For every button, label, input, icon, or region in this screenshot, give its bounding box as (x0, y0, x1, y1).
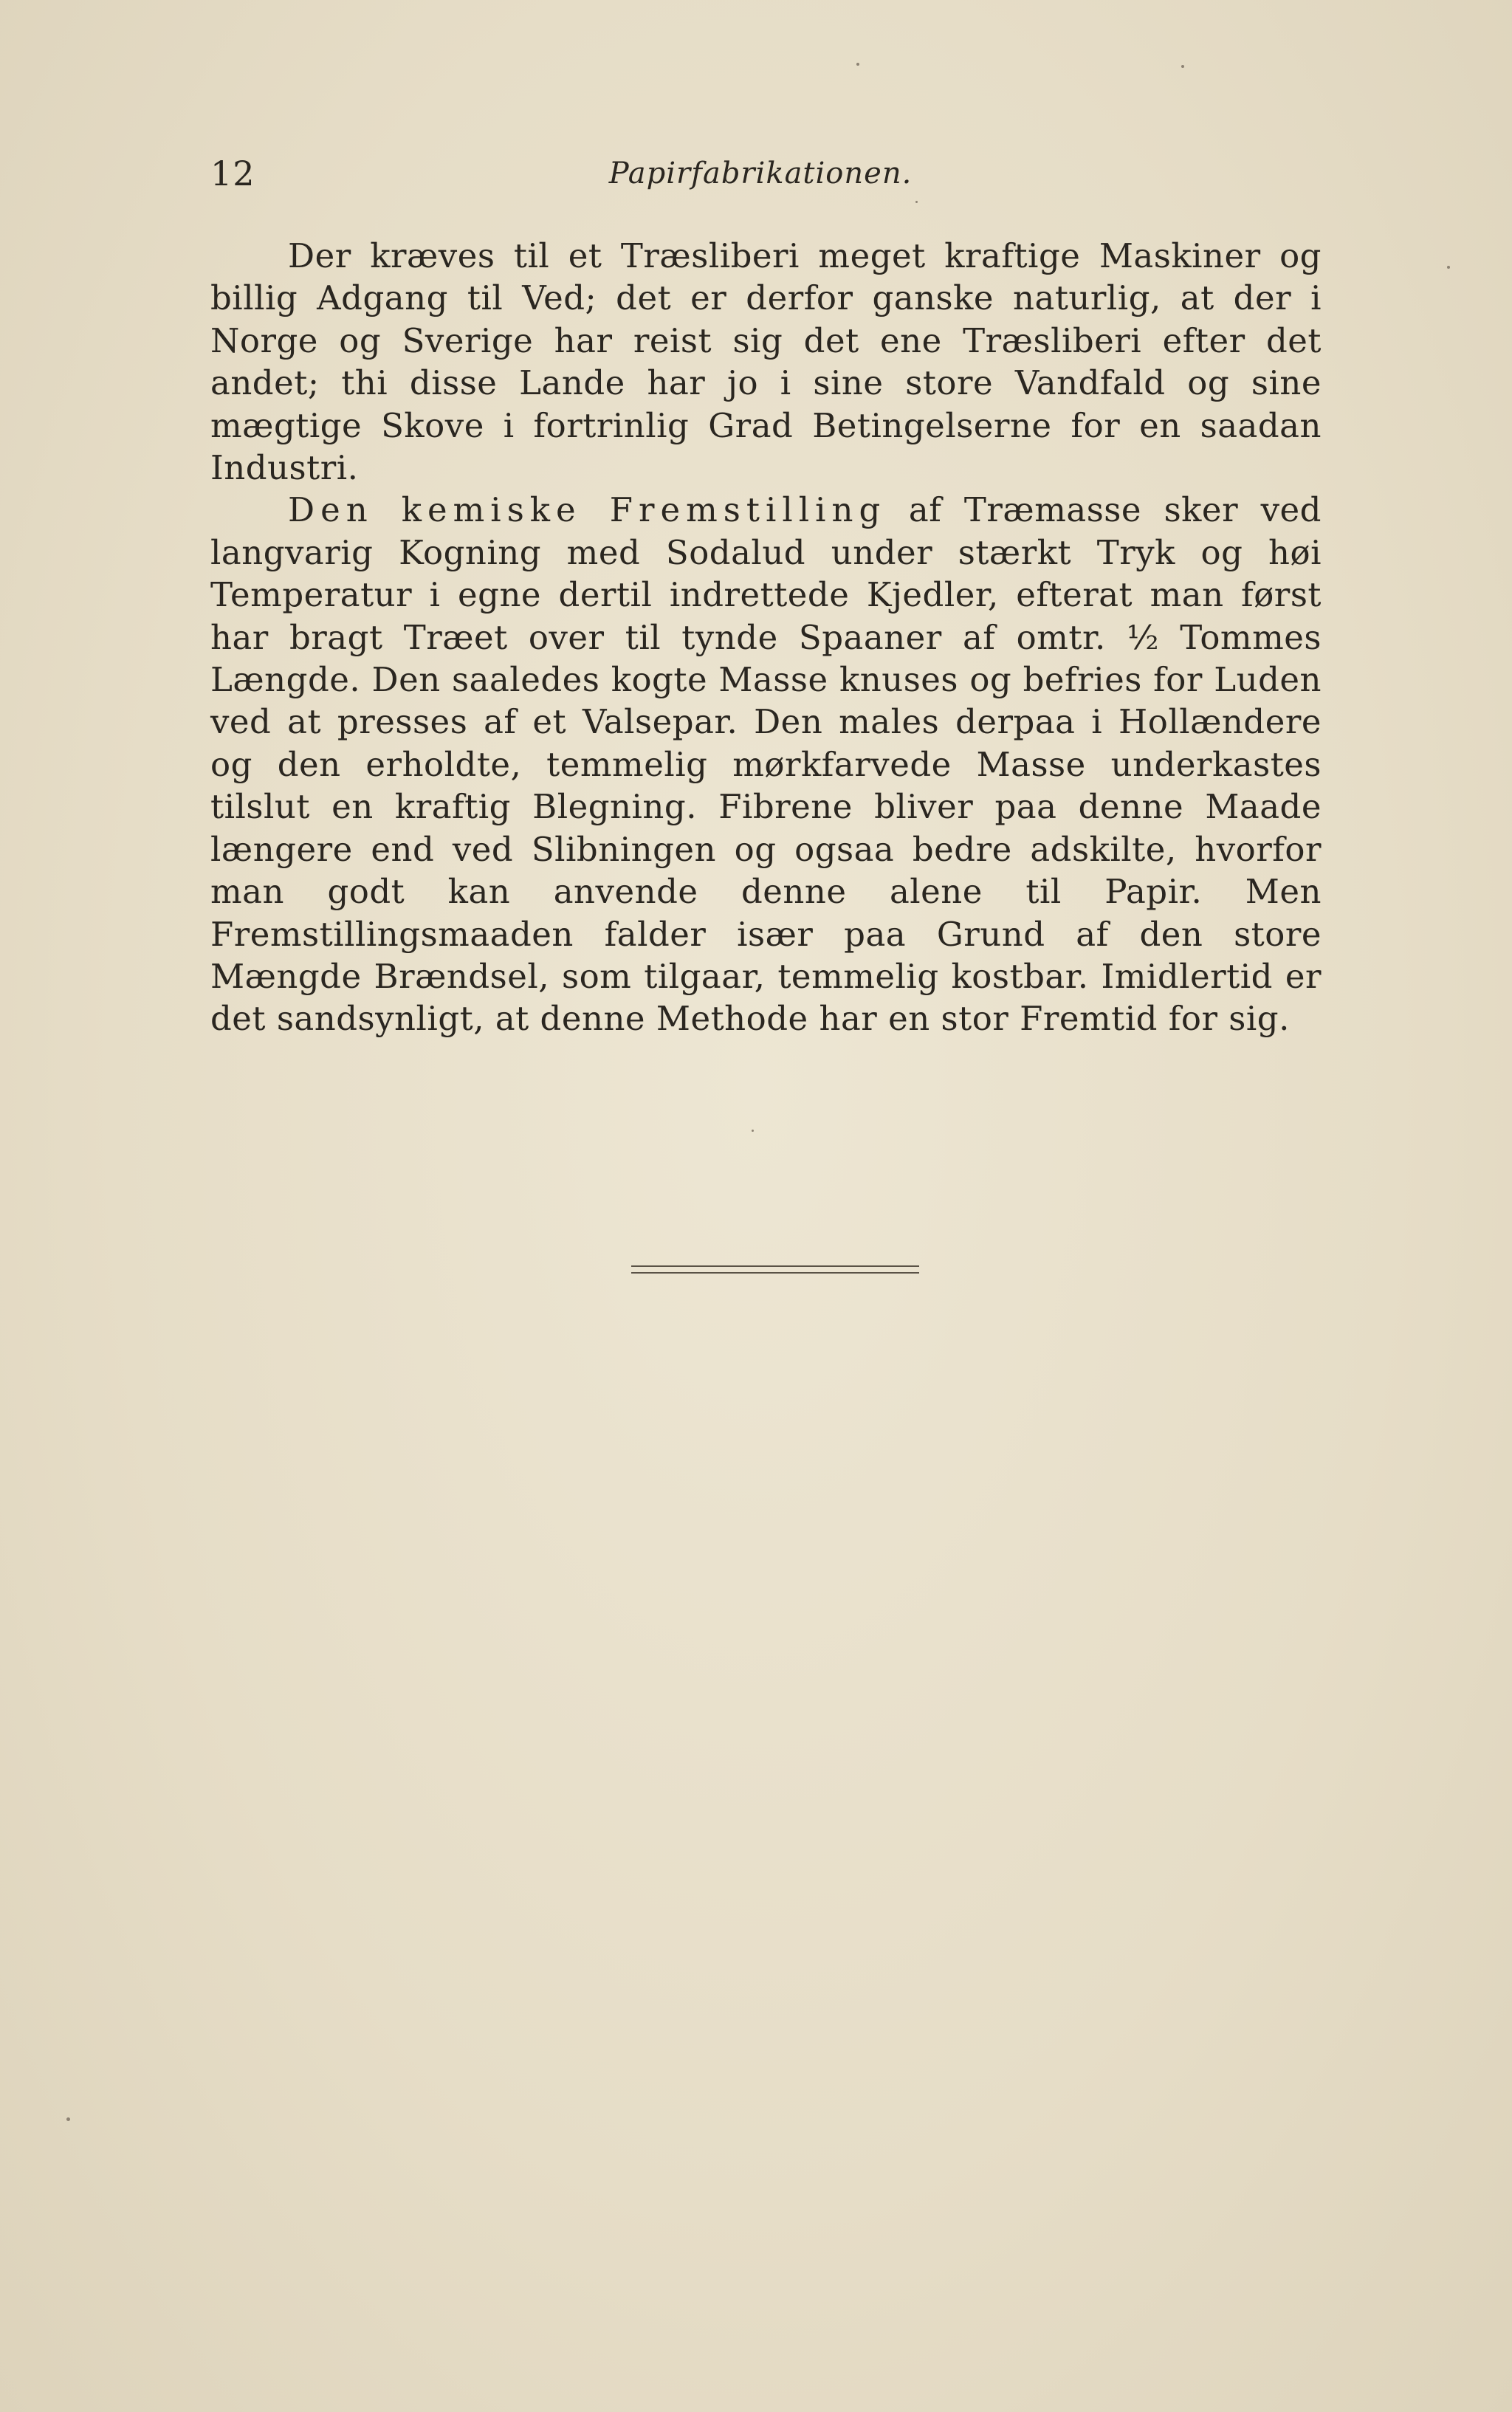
rule-line-top (631, 1265, 919, 1267)
paragraph-1-text: Der kræves til et Træsliberi meget kraftige Maskiner og billig Adgang til Ved; det er derfor ganske naturlig, at der i Norge og Sverige har reist sig det ene Træsliberi efter det andet; thi disse Lande har jo i sine store Vandfald og sine mægtige Skove i fortrinlig Grad Betingelserne for en saadan Industri. (210, 236, 1322, 488)
paragraph-1 (210, 235, 1322, 489)
paragraph-2 (210, 489, 1322, 1040)
paper-speck (915, 201, 918, 203)
page-header (210, 151, 1310, 196)
section-end-rule (631, 1265, 919, 1276)
paper-speck (752, 1130, 754, 1132)
paper-speck (66, 2117, 70, 2121)
paper-speck (856, 63, 859, 66)
body-text (210, 235, 1322, 1040)
rule-line-bottom (631, 1272, 919, 1274)
paper-speck (1181, 65, 1184, 68)
page-number: 12 (210, 154, 255, 193)
running-title: Papirfabrikationen. (608, 157, 913, 190)
paper-speck (1447, 266, 1450, 269)
paragraph-2-lead: Den kemiske Fremstilling (288, 490, 887, 530)
paragraph-2-text: af Træmasse sker ved langvarig Kogning med Sodalud under stærkt Tryk og høi Temperatur i egne dertil indrettede Kjedler, efterat man først har bragt Træet over til tynde Spaaner af omtr. ½ Tommes Længde. Den saaledes kogte Masse knuses og befries for Luden ved at presses af et Valsepar. Den males derpaa i Hollændere og den erholdte, temmelig mørkfarvede Masse underkastes tilslut en kraftig Blegning. Fibrene bliver paa denne Maade længere end ved Slibningen og ogsaa bedre adskilte, hvorfor man godt kan anvende denne alene til Papir. Men Fremstillingsmaaden falder især paa Grund af den store Mængde Brændsel, som tilgaar, temmelig kostbar. Imidlertid er det sandsynligt, at denne Methode har en stor Fremtid for sig. (210, 490, 1322, 1039)
